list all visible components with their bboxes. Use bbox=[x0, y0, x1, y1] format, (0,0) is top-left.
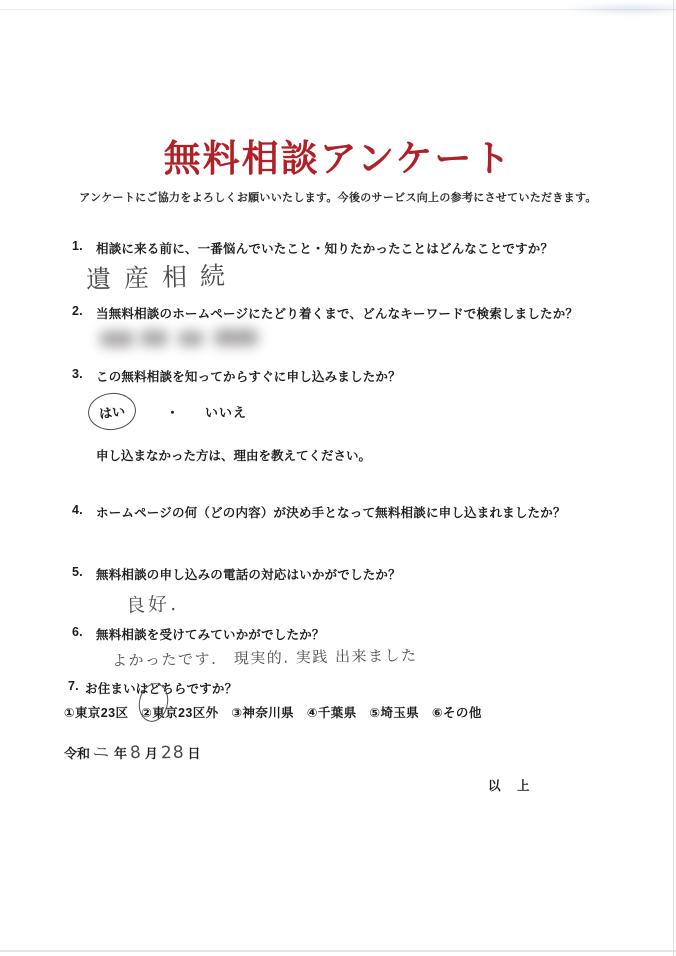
question-4-text: ホームページの何（どの内容）が決め手となって無料相談に申し込まれましたか？ bbox=[96, 506, 566, 520]
redaction-blob bbox=[214, 329, 258, 346]
question-5-handwritten-answer: 良好. bbox=[125, 593, 180, 617]
scan-edge-bottom bbox=[0, 950, 676, 952]
question-4 bbox=[72, 503, 566, 521]
redaction-blob bbox=[178, 331, 204, 346]
redaction-blob bbox=[100, 331, 134, 347]
choice-separator: ・ bbox=[166, 405, 180, 420]
handwritten-year: ニ bbox=[91, 741, 112, 765]
closing-text: 以 上 bbox=[488, 779, 532, 793]
question-2 bbox=[72, 304, 578, 322]
day-label: 日 bbox=[187, 746, 201, 761]
handwritten-month: 8 bbox=[129, 742, 143, 764]
scan-smudge bbox=[560, 2, 676, 16]
choice-no: いいえ bbox=[205, 405, 248, 420]
choice-yes-circled: はい bbox=[86, 391, 138, 433]
question-3-number: 3. bbox=[72, 367, 83, 381]
question-3-text: この無料相談を知ってからすぐに申し込みましたか？ bbox=[96, 370, 401, 384]
question-3 bbox=[72, 367, 401, 385]
era-label: 令和 bbox=[64, 746, 91, 761]
question-2-number: 2. bbox=[72, 304, 83, 318]
question-1-text: 相談に来る前に、一番悩んでいたこと・知りたかったことはどんなことですか？ bbox=[96, 242, 554, 256]
option-chiba: ④千葉県 bbox=[306, 706, 357, 720]
question-6 bbox=[72, 625, 325, 643]
question-4-number: 4. bbox=[72, 503, 83, 517]
question-7-options bbox=[64, 703, 491, 721]
page-subtitle: アンケートにご協力をよろしくお願いいたします。今後のサービス向上の参考にさせていただきます。 bbox=[79, 192, 597, 204]
question-2-text: 当無料相談のホームページにたどり着くまで、どんなキーワードで検索しましたか？ bbox=[96, 307, 579, 321]
question-6-text: 無料相談を受けてみていかがでしたか？ bbox=[96, 628, 325, 642]
question-5-text: 無料相談の申し込みの電話の対応はいかがでしたか？ bbox=[96, 568, 401, 582]
question-1-number: 1. bbox=[72, 239, 83, 253]
question-7-text: お住まいはどちらですか？ bbox=[85, 682, 238, 696]
page-title: 無料相談アンケート bbox=[163, 138, 513, 179]
year-label: 年 bbox=[114, 746, 128, 761]
option-other: ⑥その他 bbox=[432, 706, 482, 720]
scan-edge-right bbox=[673, 0, 674, 956]
question-1 bbox=[72, 239, 553, 257]
date-line bbox=[64, 738, 201, 763]
option-saitama: ⑤埼玉県 bbox=[369, 706, 420, 720]
question-2-redacted-answer bbox=[92, 325, 272, 367]
handwritten-day: 28 bbox=[160, 742, 185, 764]
question-3-followup: 申し込まなかった方は、理由を教えてください。 bbox=[96, 449, 372, 463]
option-tokyo-23ku: ①東京23区 bbox=[64, 706, 129, 720]
redaction-blob bbox=[140, 330, 168, 346]
month-label: 月 bbox=[144, 746, 158, 761]
question-6-number: 6. bbox=[72, 625, 83, 639]
question-5 bbox=[72, 565, 401, 583]
question-6-handwritten-answer: よかったです. 現実的. 実践 出来ました bbox=[111, 646, 418, 670]
question-5-number: 5. bbox=[72, 565, 83, 579]
question-3-choices bbox=[88, 393, 247, 430]
question-7-number: 7. bbox=[68, 679, 79, 693]
question-1-handwritten-answer: 遺産相続 bbox=[85, 261, 239, 294]
option-tokyo-23kugai: ②東京23区外 bbox=[141, 706, 219, 720]
option-kanagawa: ③神奈川県 bbox=[231, 706, 295, 720]
